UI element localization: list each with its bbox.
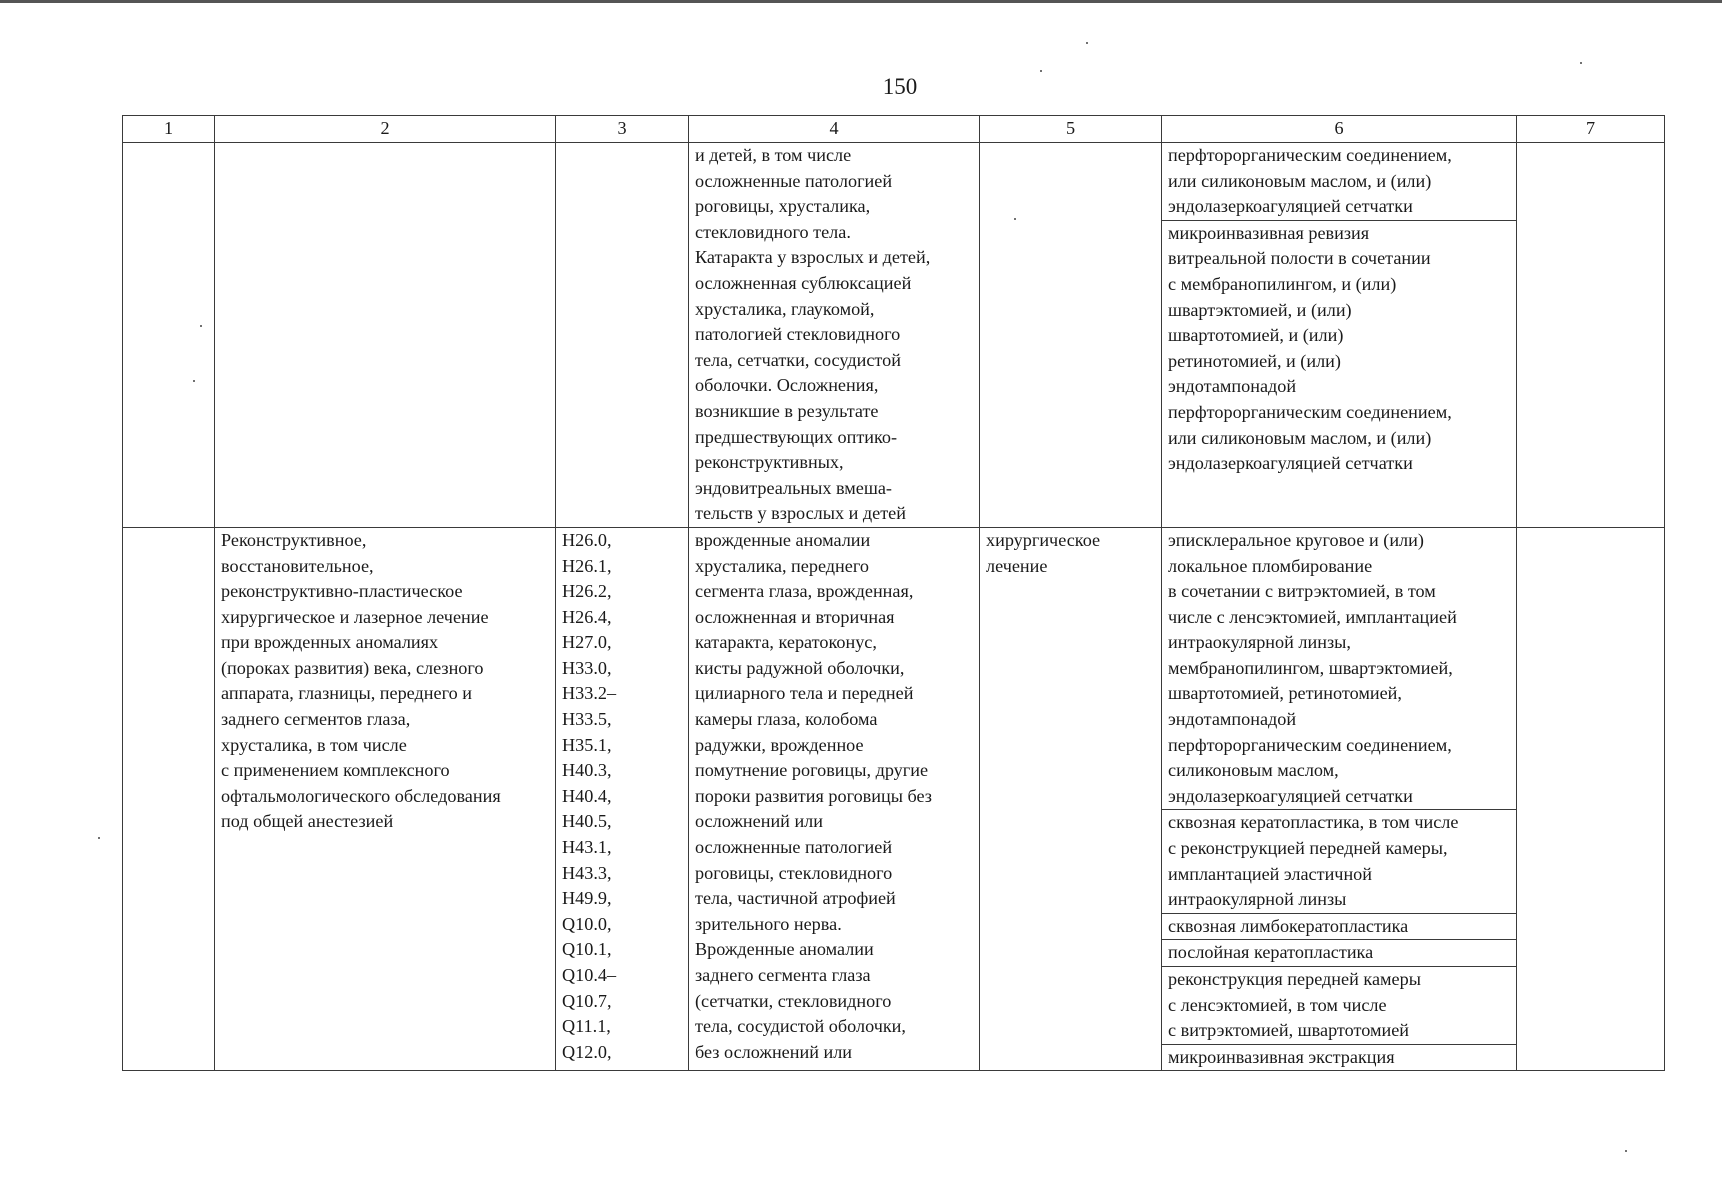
column-number-row: [123, 116, 1665, 143]
row2-diagnosis-cell: врожденные аномалии хрусталика, переднего сегмента глаза, врожденная, осложненная и вторичная катаракта, кератоконус, кисты радужной оболочки, цилиарного тела и передней камеры глаза, колобома радужки, врожденное помутнение роговицы, другие пороки развития роговицы без осложнений или осложненные патологией роговицы, стекловидного тела, частичной атрофией зрительного нерва. Врожденные аномалии заднего сегмента глаза (сетчатки, стекловидного тела, сосудистой оболочки, без осложнений или: [689, 527, 980, 1070]
scan-speck: [1014, 218, 1016, 220]
column-header-4: 4: [689, 116, 980, 143]
scan-speck: [98, 837, 100, 839]
column-header-2: 2: [215, 116, 556, 143]
column-header-7: 7: [1517, 116, 1665, 143]
row1-col5: [980, 143, 1162, 528]
method-item: эписклеральное круговое и (или) локальное пломбирование в сочетании с витрэктомией, в том числе с ленсэктомией, имплантацией интраокулярной линзы, мембранопилингом, швартэктомией, швартотомией, ретинотомией, эндотампонадой перфторорганическим соединением, силиконовым маслом, эндолазеркоагуляцией сетчатки: [1162, 528, 1516, 811]
method-item: послойная кератопластика: [1162, 940, 1516, 967]
row2-icd-codes-cell: H26.0, H26.1, H26.2, H26.4, H27.0, H33.0, H33.2– H33.5, H35.1, H40.3, H40.4, H40.5, H43.1, H43.3, H49.9, Q10.0, Q10.1, Q10.4– Q10.7, Q11.1, Q12.0,: [556, 527, 689, 1070]
scan-top-edge: [0, 0, 1722, 3]
row2-treatment-name-cell: Реконструктивное, восстановительное, реконструктивно-пластическое хирургическое и лазерное лечение при врожденных аномалиях (пороках развития) века, слезного аппарата, глазницы, переднего и заднего сегментов глаза, хрусталика, в том числе с применением комплексного офтальмологического обследования под общей анестезией: [215, 527, 556, 1070]
scan-speck: [1040, 70, 1042, 72]
row2-col1: [123, 527, 215, 1070]
scan-speck: [1580, 62, 1582, 64]
row2-method-cell: [1162, 527, 1517, 1070]
row1-col2: [215, 143, 556, 528]
table-row: [123, 143, 1665, 528]
method-item: микроинвазивная экстракция: [1168, 1046, 1395, 1067]
row2-treatment-type-cell: хирургическое лечение: [980, 527, 1162, 1070]
row1-method-cell: [1162, 143, 1517, 528]
method-item: сквозная лимбокератопластика: [1162, 914, 1516, 941]
scan-speck: [1086, 42, 1088, 44]
medical-care-table: [122, 115, 1665, 1071]
method-list: [1162, 528, 1516, 1070]
method-item: сквозная кератопластика, в том числе с реконструкцией передней камеры, имплантацией эластичной интраокулярной линзы: [1162, 810, 1516, 913]
page-number: 150: [882, 74, 918, 99]
scan-speck: [193, 380, 195, 382]
method-item: микроинвазивная ревизия витреальной полости в сочетании с мембранопилингом, и (или) швартэктомией, и (или) швартотомией, и (или) ретинотомией, и (или) эндотампонадой перфторорганическим соединением, или силиконовым маслом, и (или) эндолазеркоагуляцией сетчатки: [1168, 222, 1452, 474]
column-header-5: 5: [980, 116, 1162, 143]
method-list: [1162, 143, 1516, 477]
method-item: перфторорганическим соединением, или силиконовым маслом, и (или) эндолазеркоагуляцией сетчатки: [1162, 143, 1516, 221]
row1-col7: [1517, 143, 1665, 528]
method-item: реконструкция передней камеры с ленсэктомией, в том числе с витрэктомией, швартотомией: [1162, 967, 1516, 1045]
row1-col3: [556, 143, 689, 528]
scan-speck: [200, 325, 202, 327]
table-row: [123, 527, 1665, 1070]
column-header-1: 1: [123, 116, 215, 143]
row1-col1: [123, 143, 215, 528]
column-header-3: 3: [556, 116, 689, 143]
row1-diagnosis-cell: и детей, в том числе осложненные патологией роговицы, хрусталика, стекловидного тела. Катаракта у взрослых и детей, осложненная сублюксацией хрусталика, глаукомой, патологией стекловидного тела, сетчатки, сосудистой оболочки. Осложнения, возникшие в результате предшествующих оптико- реконструктивных, эндовитреальных вмеша- тельств у взрослых и детей: [689, 143, 980, 528]
row2-col7: [1517, 527, 1665, 1070]
scan-speck: [1625, 1150, 1627, 1152]
column-header-6: 6: [1162, 116, 1517, 143]
